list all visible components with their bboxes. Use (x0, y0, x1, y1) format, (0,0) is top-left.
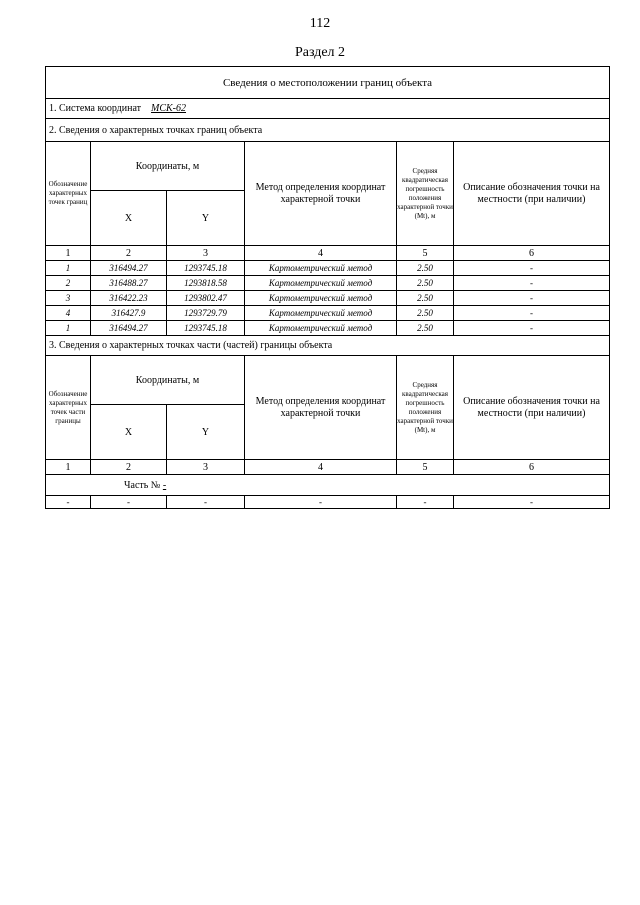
point-error: 2.50 (397, 306, 454, 321)
point-desc: - (454, 306, 610, 321)
header-y: Y (167, 405, 245, 460)
point-y: 1293729.79 (167, 306, 245, 321)
point-error: 2.50 (397, 321, 454, 336)
point-x: 316488.27 (91, 276, 167, 291)
point-id: 2 (46, 276, 91, 291)
column-number: 1 (46, 460, 91, 475)
point-id: 1 (46, 261, 91, 276)
point-y: 1293818.58 (167, 276, 245, 291)
column-number: 6 (454, 460, 610, 475)
header-method: Метод определения координат характерной точки (245, 356, 397, 460)
point-desc: - (454, 321, 610, 336)
section3-title: 3. Сведения о характерных точках части (частей) границы объекта (46, 336, 610, 356)
table-row (46, 321, 610, 336)
header-coordinates: Координаты, м (91, 142, 245, 191)
point-desc: - (454, 261, 610, 276)
part-cell: - (397, 496, 454, 509)
section2-title: 2. Сведения о характерных точках границ объекта (46, 119, 610, 142)
header-point-designation: Обозначение характерных точек части границы (46, 356, 91, 460)
point-id: 4 (46, 306, 91, 321)
part-cell: - (46, 496, 91, 509)
part-cell: - (245, 496, 397, 509)
table-title: Сведения о местоположении границ объекта (46, 67, 610, 99)
column-number: 3 (167, 246, 245, 261)
column-numbers-row (46, 246, 610, 261)
coord-system-value: МСК-62 (151, 103, 187, 114)
point-y: 1293745.18 (167, 321, 245, 336)
header-error: Средняя квадратическая погрешность положения характерной точки (Мt), м (397, 356, 454, 460)
point-error: 2.50 (397, 276, 454, 291)
part-value: - (162, 479, 167, 491)
point-desc: - (454, 276, 610, 291)
table-row (46, 261, 610, 276)
column-number: 1 (46, 246, 91, 261)
point-error: 2.50 (397, 261, 454, 276)
table-row (46, 276, 610, 291)
point-error: 2.50 (397, 291, 454, 306)
table-row (46, 306, 610, 321)
header-description: Описание обозначения точки на местности (при наличии) (454, 142, 610, 246)
column-number: 4 (245, 246, 397, 261)
point-method: Картометрический метод (245, 276, 397, 291)
part-cell: - (454, 496, 610, 509)
header-coordinates: Координаты, м (91, 356, 245, 405)
part-cell: - (167, 496, 245, 509)
column-number: 2 (91, 460, 167, 475)
coord-system-label: 1. Система координат (49, 103, 142, 114)
point-method: Картометрический метод (245, 321, 397, 336)
part-number-row (46, 475, 610, 496)
point-method: Картометрический метод (245, 306, 397, 321)
point-id: 3 (46, 291, 91, 306)
header-x: X (91, 191, 167, 246)
column-number: 4 (245, 460, 397, 475)
boundary-table (45, 66, 610, 509)
coord-system-row (46, 99, 610, 119)
header-x: X (91, 405, 167, 460)
point-method: Картометрический метод (245, 291, 397, 306)
point-x: 316494.27 (91, 321, 167, 336)
column-number: 3 (167, 460, 245, 475)
point-method: Картометрический метод (245, 261, 397, 276)
column-number: 5 (397, 460, 454, 475)
table-row (46, 496, 610, 509)
part-label: Часть № (124, 479, 161, 491)
column-number: 2 (91, 246, 167, 261)
page-number: 112 (309, 16, 331, 31)
header-y: Y (167, 191, 245, 246)
section-title: Раздел 2 (294, 45, 346, 60)
header-point-designation: Обозначение характерных точек границ (46, 142, 91, 246)
point-x: 316494.27 (91, 261, 167, 276)
point-x: 316427.9 (91, 306, 167, 321)
point-id: 1 (46, 321, 91, 336)
column-numbers-row (46, 460, 610, 475)
table-row (46, 291, 610, 306)
header-description: Описание обозначения точки на местности (при наличии) (454, 356, 610, 460)
point-y: 1293802.47 (167, 291, 245, 306)
point-desc: - (454, 291, 610, 306)
header-error: Средняя квадратическая погрешность положения характерной точки (Мt), м (397, 142, 454, 246)
column-number: 5 (397, 246, 454, 261)
part-cell: - (91, 496, 167, 509)
column-number: 6 (454, 246, 610, 261)
header-method: Метод определения координат характерной точки (245, 142, 397, 246)
point-x: 316422.23 (91, 291, 167, 306)
point-y: 1293745.18 (167, 261, 245, 276)
